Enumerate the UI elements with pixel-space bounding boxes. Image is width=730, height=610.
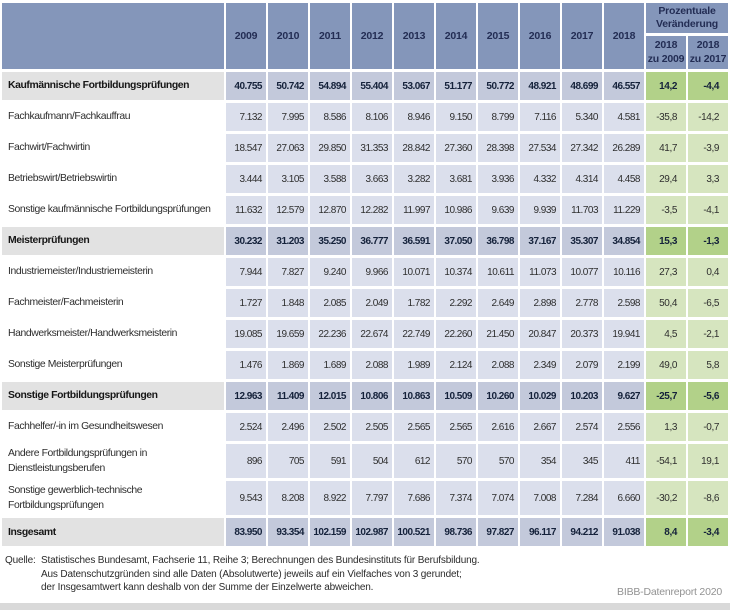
value-cell: 48.921 xyxy=(520,72,560,100)
value-cell: 1.989 xyxy=(394,351,434,379)
value-cell: 10.077 xyxy=(562,258,602,286)
value-cell: 7.995 xyxy=(268,103,308,131)
value-cell: 2.088 xyxy=(478,351,518,379)
value-cell: 46.557 xyxy=(604,72,644,100)
source-lines xyxy=(41,554,480,594)
pct-cell: -4,1 xyxy=(688,196,728,224)
value-cell: 21.450 xyxy=(478,320,518,348)
value-cell: 11.073 xyxy=(520,258,560,286)
pct-cell: 49,0 xyxy=(646,351,686,379)
row-label: Sonstige gewerblich-technische Fortbildungsprüfungen xyxy=(2,481,224,515)
value-cell: 31.353 xyxy=(352,134,392,162)
table-body xyxy=(2,72,728,546)
table-row xyxy=(2,320,728,348)
value-cell: 100.521 xyxy=(394,518,434,546)
value-cell: 35.250 xyxy=(310,227,350,255)
value-cell: 504 xyxy=(352,444,392,478)
value-cell: 93.354 xyxy=(268,518,308,546)
value-cell: 2.524 xyxy=(226,413,266,441)
table-row xyxy=(2,382,728,410)
pct-subheader-line1: 2018 xyxy=(696,39,720,52)
pct-cell: -1,3 xyxy=(688,227,728,255)
row-label: Insgesamt xyxy=(2,518,224,546)
value-cell: 12.963 xyxy=(226,382,266,410)
pct-cell: -35,8 xyxy=(646,103,686,131)
value-cell: 570 xyxy=(436,444,476,478)
pct-cell: -2,1 xyxy=(688,320,728,348)
row-label: Meisterprüfungen xyxy=(2,227,224,255)
pct-cell: 29,4 xyxy=(646,165,686,193)
source-line-2: Aus Datenschutzgründen sind alle Daten (Absolutwerte) jeweils auf ein Vielfaches von 3 gerundet; xyxy=(41,568,462,580)
value-cell: 3.444 xyxy=(226,165,266,193)
value-cell: 7.074 xyxy=(478,481,518,515)
value-cell: 2.667 xyxy=(520,413,560,441)
year-header: 2018 xyxy=(604,3,644,69)
value-cell: 48.699 xyxy=(562,72,602,100)
value-cell: 3.681 xyxy=(436,165,476,193)
table-row xyxy=(2,444,728,478)
year-header: 2010 xyxy=(268,3,308,69)
value-cell: 8.208 xyxy=(268,481,308,515)
pct-cell: 50,4 xyxy=(646,289,686,317)
value-cell: 10.260 xyxy=(478,382,518,410)
row-label: Fachwirt/Fachwirtin xyxy=(2,134,224,162)
pct-cell: -6,5 xyxy=(688,289,728,317)
value-cell: 9.639 xyxy=(478,196,518,224)
value-cell: 55.404 xyxy=(352,72,392,100)
value-cell: 37.167 xyxy=(520,227,560,255)
row-label: Sonstige Meisterprüfungen xyxy=(2,351,224,379)
value-cell: 37.050 xyxy=(436,227,476,255)
value-cell: 896 xyxy=(226,444,266,478)
table-row xyxy=(2,481,728,515)
source-prefix: Quelle: xyxy=(5,555,36,567)
pct-subheader xyxy=(688,36,728,69)
value-cell: 2.649 xyxy=(478,289,518,317)
value-cell: 10.029 xyxy=(520,382,560,410)
row-label: Kaufmännische Fortbildungsprüfungen xyxy=(2,72,224,100)
pct-subheader-line2: zu 2017 xyxy=(689,52,727,65)
year-header: 2011 xyxy=(310,3,350,69)
value-cell: 9.150 xyxy=(436,103,476,131)
table-row xyxy=(2,413,728,441)
value-cell: 1.869 xyxy=(268,351,308,379)
pct-cell: 14,2 xyxy=(646,72,686,100)
value-cell: 5.340 xyxy=(562,103,602,131)
value-cell: 10.203 xyxy=(562,382,602,410)
value-cell: 53.067 xyxy=(394,72,434,100)
value-cell: 10.374 xyxy=(436,258,476,286)
value-cell: 26.289 xyxy=(604,134,644,162)
value-cell: 4.314 xyxy=(562,165,602,193)
value-cell: 50.772 xyxy=(478,72,518,100)
value-cell: 94.212 xyxy=(562,518,602,546)
table-row xyxy=(2,258,728,286)
value-cell: 3.663 xyxy=(352,165,392,193)
table-row xyxy=(2,351,728,379)
value-cell: 10.986 xyxy=(436,196,476,224)
bottom-strip xyxy=(0,603,730,610)
value-cell: 10.611 xyxy=(478,258,518,286)
value-cell: 35.307 xyxy=(562,227,602,255)
value-cell: 2.502 xyxy=(310,413,350,441)
row-label: Betriebswirt/Betriebswirtin xyxy=(2,165,224,193)
pct-cell: -3,4 xyxy=(688,518,728,546)
value-cell: 11.632 xyxy=(226,196,266,224)
value-cell: 40.755 xyxy=(226,72,266,100)
value-cell: 2.778 xyxy=(562,289,602,317)
value-cell: 10.806 xyxy=(352,382,392,410)
pct-cell: -5,6 xyxy=(688,382,728,410)
value-cell: 36.798 xyxy=(478,227,518,255)
value-cell: 7.827 xyxy=(268,258,308,286)
value-cell: 19.085 xyxy=(226,320,266,348)
value-cell: 411 xyxy=(604,444,644,478)
value-cell: 9.939 xyxy=(520,196,560,224)
table-header xyxy=(2,3,728,69)
value-cell: 7.797 xyxy=(352,481,392,515)
value-cell: 98.736 xyxy=(436,518,476,546)
value-cell: 4.458 xyxy=(604,165,644,193)
value-cell: 570 xyxy=(478,444,518,478)
value-cell: 91.038 xyxy=(604,518,644,546)
pct-group-header xyxy=(646,3,728,33)
value-cell: 7.132 xyxy=(226,103,266,131)
value-cell: 2.616 xyxy=(478,413,518,441)
row-label: Fachkaufmann/Fachkauffrau xyxy=(2,103,224,131)
pct-group-label: Prozentuale Veränderung xyxy=(656,4,718,30)
value-cell: 2.085 xyxy=(310,289,350,317)
value-cell: 2.088 xyxy=(352,351,392,379)
value-cell: 3.588 xyxy=(310,165,350,193)
value-cell: 1.476 xyxy=(226,351,266,379)
pct-cell: -4,4 xyxy=(688,72,728,100)
pct-subheader-line2: zu 2009 xyxy=(647,52,685,65)
value-cell: 10.863 xyxy=(394,382,434,410)
table-row xyxy=(2,103,728,131)
source-line-3: der Insgesamtwert kann deshalb von der Summe der Einzelwerte abweichen. xyxy=(41,581,374,593)
table-row xyxy=(2,518,728,546)
pct-cell: 4,5 xyxy=(646,320,686,348)
value-cell: 22.260 xyxy=(436,320,476,348)
value-cell: 8.799 xyxy=(478,103,518,131)
value-cell: 36.591 xyxy=(394,227,434,255)
value-cell: 20.847 xyxy=(520,320,560,348)
pct-cell: -54,1 xyxy=(646,444,686,478)
value-cell: 22.236 xyxy=(310,320,350,348)
pct-cell: 0,4 xyxy=(688,258,728,286)
value-cell: 12.870 xyxy=(310,196,350,224)
row-label: Andere Fortbildungsprüfungen in Dienstleistungsberufen xyxy=(2,444,224,478)
value-cell: 2.565 xyxy=(394,413,434,441)
value-cell: 2.199 xyxy=(604,351,644,379)
value-cell: 97.827 xyxy=(478,518,518,546)
value-cell: 591 xyxy=(310,444,350,478)
value-cell: 27.534 xyxy=(520,134,560,162)
value-cell: 345 xyxy=(562,444,602,478)
value-cell: 1.848 xyxy=(268,289,308,317)
year-header: 2015 xyxy=(478,3,518,69)
table-row xyxy=(2,72,728,100)
pct-cell: 5,8 xyxy=(688,351,728,379)
value-cell: 7.686 xyxy=(394,481,434,515)
pct-cell: -3,5 xyxy=(646,196,686,224)
value-cell: 2.556 xyxy=(604,413,644,441)
value-cell: 20.373 xyxy=(562,320,602,348)
value-cell: 7.008 xyxy=(520,481,560,515)
pct-cell: 1,3 xyxy=(646,413,686,441)
row-label: Fachmeister/Fachmeisterin xyxy=(2,289,224,317)
value-cell: 8.586 xyxy=(310,103,350,131)
row-label: Handwerksmeister/Handwerksmeisterin xyxy=(2,320,224,348)
value-cell: 22.749 xyxy=(394,320,434,348)
row-label: Fachhelfer/-in im Gesundheitswesen xyxy=(2,413,224,441)
value-cell: 27.342 xyxy=(562,134,602,162)
value-cell: 10.509 xyxy=(436,382,476,410)
value-cell: 1.727 xyxy=(226,289,266,317)
year-header: 2009 xyxy=(226,3,266,69)
value-cell: 102.159 xyxy=(310,518,350,546)
pct-cell: 8,4 xyxy=(646,518,686,546)
pct-cell: 3,3 xyxy=(688,165,728,193)
value-cell: 28.398 xyxy=(478,134,518,162)
year-header: 2013 xyxy=(394,3,434,69)
value-cell: 34.854 xyxy=(604,227,644,255)
pct-subheader-line1: 2018 xyxy=(654,39,678,52)
report-brand: BIBB-Datenreport 2020 xyxy=(617,586,722,598)
pct-cell: -25,7 xyxy=(646,382,686,410)
value-cell: 3.282 xyxy=(394,165,434,193)
value-cell: 2.079 xyxy=(562,351,602,379)
value-cell: 10.116 xyxy=(604,258,644,286)
value-cell: 354 xyxy=(520,444,560,478)
value-cell: 12.015 xyxy=(310,382,350,410)
pct-cell: -8,6 xyxy=(688,481,728,515)
row-label: Sonstige Fortbildungsprüfungen xyxy=(2,382,224,410)
value-cell: 9.543 xyxy=(226,481,266,515)
value-cell: 11.997 xyxy=(394,196,434,224)
value-cell: 705 xyxy=(268,444,308,478)
value-cell: 12.282 xyxy=(352,196,392,224)
value-cell: 28.842 xyxy=(394,134,434,162)
value-cell: 7.374 xyxy=(436,481,476,515)
value-cell: 54.894 xyxy=(310,72,350,100)
value-cell: 18.547 xyxy=(226,134,266,162)
table-row xyxy=(2,196,728,224)
value-cell: 6.660 xyxy=(604,481,644,515)
value-cell: 19.659 xyxy=(268,320,308,348)
pct-cell: -14,2 xyxy=(688,103,728,131)
year-header: 2012 xyxy=(352,3,392,69)
pct-cell: -30,2 xyxy=(646,481,686,515)
year-header: 2014 xyxy=(436,3,476,69)
value-cell: 2.505 xyxy=(352,413,392,441)
pct-cell: 27,3 xyxy=(646,258,686,286)
value-cell: 10.071 xyxy=(394,258,434,286)
value-cell: 7.944 xyxy=(226,258,266,286)
value-cell: 22.674 xyxy=(352,320,392,348)
value-cell: 2.349 xyxy=(520,351,560,379)
pct-subheader xyxy=(646,36,686,69)
table-row xyxy=(2,165,728,193)
corner-cell xyxy=(2,3,224,69)
value-cell: 1.689 xyxy=(310,351,350,379)
value-cell: 1.782 xyxy=(394,289,434,317)
value-cell: 9.966 xyxy=(352,258,392,286)
value-cell: 2.598 xyxy=(604,289,644,317)
year-header: 2017 xyxy=(562,3,602,69)
value-cell: 83.950 xyxy=(226,518,266,546)
value-cell: 8.106 xyxy=(352,103,392,131)
table-row xyxy=(2,227,728,255)
value-cell: 3.105 xyxy=(268,165,308,193)
value-cell: 612 xyxy=(394,444,434,478)
value-cell: 11.703 xyxy=(562,196,602,224)
value-cell: 12.579 xyxy=(268,196,308,224)
value-cell: 7.116 xyxy=(520,103,560,131)
value-cell: 4.581 xyxy=(604,103,644,131)
value-cell: 2.574 xyxy=(562,413,602,441)
value-cell: 9.627 xyxy=(604,382,644,410)
table-row xyxy=(2,134,728,162)
value-cell: 9.240 xyxy=(310,258,350,286)
value-cell: 11.229 xyxy=(604,196,644,224)
table-row xyxy=(2,289,728,317)
value-cell: 2.496 xyxy=(268,413,308,441)
value-cell: 19.941 xyxy=(604,320,644,348)
value-cell: 11.409 xyxy=(268,382,308,410)
value-cell: 7.284 xyxy=(562,481,602,515)
value-cell: 30.232 xyxy=(226,227,266,255)
value-cell: 31.203 xyxy=(268,227,308,255)
row-label: Industriemeister/Industriemeisterin xyxy=(2,258,224,286)
pct-cell: 19,1 xyxy=(688,444,728,478)
value-cell: 2.565 xyxy=(436,413,476,441)
value-cell: 2.049 xyxy=(352,289,392,317)
pct-cell: -0,7 xyxy=(688,413,728,441)
value-cell: 27.063 xyxy=(268,134,308,162)
pct-cell: 15,3 xyxy=(646,227,686,255)
value-cell: 27.360 xyxy=(436,134,476,162)
value-cell: 2.124 xyxy=(436,351,476,379)
value-cell: 4.332 xyxy=(520,165,560,193)
pct-cell: -3,9 xyxy=(688,134,728,162)
value-cell: 3.936 xyxy=(478,165,518,193)
value-cell: 96.117 xyxy=(520,518,560,546)
value-cell: 102.987 xyxy=(352,518,392,546)
year-header: 2016 xyxy=(520,3,560,69)
value-cell: 2.292 xyxy=(436,289,476,317)
value-cell: 29.850 xyxy=(310,134,350,162)
value-cell: 50.742 xyxy=(268,72,308,100)
pct-cell: 41,7 xyxy=(646,134,686,162)
value-cell: 2.898 xyxy=(520,289,560,317)
value-cell: 51.177 xyxy=(436,72,476,100)
source-line-1: Statistisches Bundesamt, Fachserie 11, Reihe 3; Berechnungen des Bundesinstituts für Berufsbildung. xyxy=(41,555,480,567)
value-cell: 8.946 xyxy=(394,103,434,131)
row-label: Sonstige kaufmännische Fortbildungsprüfungen xyxy=(2,196,224,224)
value-cell: 36.777 xyxy=(352,227,392,255)
value-cell: 8.922 xyxy=(310,481,350,515)
